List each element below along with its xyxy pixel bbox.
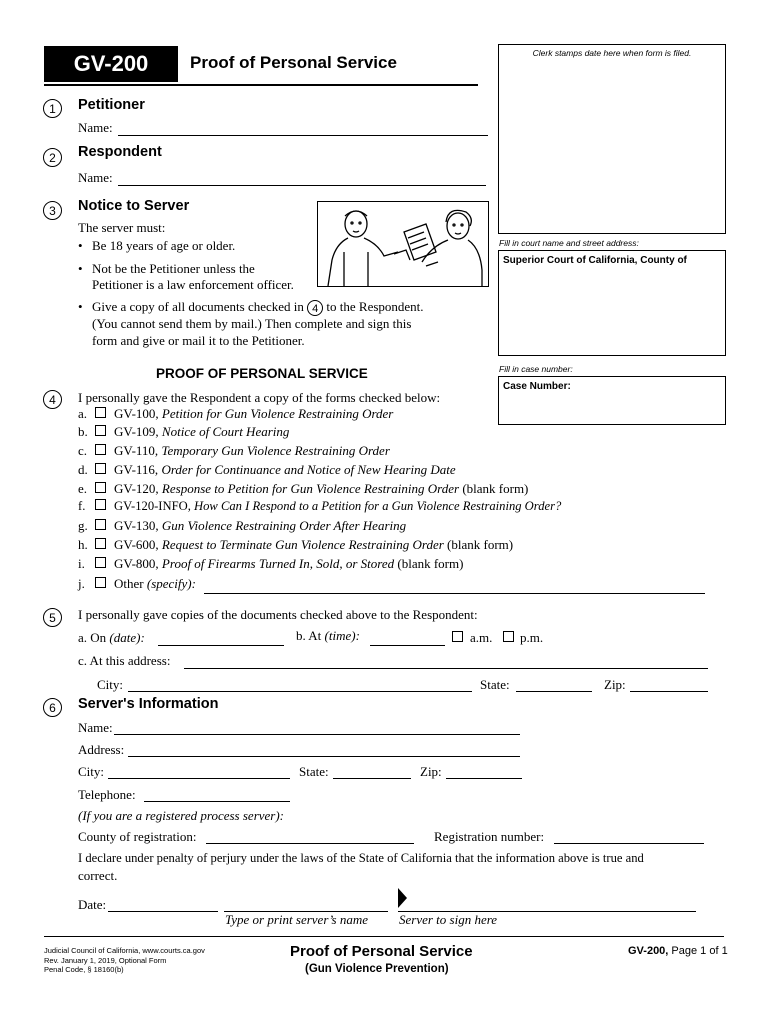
pm-label: p.m. [520,630,544,645]
server-requirement-give-copy-l3: form and give or mail it to the Petitioner. [92,333,305,348]
checklist-row-e [78,481,528,497]
server-state-label: State: [299,764,329,779]
service-zip-field[interactable] [630,691,708,692]
form-checkbox[interactable] [95,519,106,530]
server-zip-field[interactable] [446,778,522,779]
respondent-name-field[interactable] [118,185,486,186]
form-title: Notice of Court Hearing [161,424,290,439]
server-requirement-not-petitioner-l1: Not be the Petitioner unless the [92,261,255,276]
item-letter: a. [78,406,88,421]
item-letter: b. [78,424,88,439]
service-time-label [296,628,360,644]
county-registration-label: County of registration: [78,829,197,844]
item-letter: d. [78,462,88,477]
clerk-stamp-note: Clerk stamps date here when form is filed. [532,48,692,58]
server-name-field[interactable] [114,734,520,735]
court-name-box[interactable] [498,250,726,356]
server-illustration [317,201,489,287]
form-checkbox[interactable] [95,444,106,455]
declaration-date-field[interactable] [108,911,218,912]
server-name-label: Name: [78,720,113,735]
service-city-field[interactable] [128,691,472,692]
service-time-field[interactable] [370,645,445,646]
form-checkbox[interactable] [95,482,106,493]
server-requirement-age: Be 18 years of age or older. [92,238,236,253]
footer-line-2: Rev. January 1, 2019, Optional Form [44,955,167,965]
court-name-label: Superior Court of California, County of [503,255,687,266]
at-label: b. At [296,628,322,643]
form-title: Proof of Personal Service [190,53,397,72]
footer-page-info [628,945,728,957]
section-4-reference: 4 [307,300,323,316]
date-label: (date): [109,630,145,645]
service-zip-label: Zip: [604,677,626,692]
form-code: GV-120-INFO, [114,499,191,513]
form-title: Request to Terminate Gun Violence Restraining Order [161,537,444,552]
form-code: GV-800, [114,556,159,571]
clerk-stamp-box [498,44,726,234]
form-checkbox[interactable] [95,407,106,418]
checklist-row-g [78,518,406,534]
footer-rule [44,936,724,937]
county-registration-field[interactable] [206,843,414,844]
server-zip-label: Zip: [420,764,442,779]
item-letter: c. [78,443,88,458]
form-title: Petition for Gun Violence Restraining Order [161,406,394,421]
server-state-field[interactable] [333,778,411,779]
form-code: GV-100, [114,406,159,421]
proof-of-service-heading: PROOF OF PERSONAL SERVICE [156,366,368,381]
form-checkbox[interactable] [95,538,106,549]
registration-number-label: Registration number: [434,829,545,844]
server-requirement-not-petitioner-l2: Petitioner is a law enforcement officer. [92,277,294,292]
footer-line-3: Penal Code, § 18160(b) [44,965,124,974]
declaration-date-label: Date: [78,897,107,912]
two-people-handing-papers-icon [318,202,488,286]
item-letter: g. [78,518,88,533]
service-address-field[interactable] [184,668,708,669]
section-5-number: 5 [43,608,62,627]
form-code: GV-600, [114,537,159,552]
service-city-label: City: [97,677,124,692]
case-number-box[interactable] [498,376,726,425]
form-checkbox[interactable] [95,463,106,474]
time-label: (time): [324,628,360,643]
form-code: GV-130, [114,518,159,533]
section-2-number: 2 [43,148,62,167]
footer-publisher [44,946,205,975]
other-specify: (specify): [146,576,196,591]
server-requirement-give-copy-l1 [92,299,424,316]
respondent-title: Respondent [78,144,162,160]
perjury-declaration: I declare under penalty of perjury under the laws of the State of California that the information above is true and [78,851,644,865]
service-date-label [78,630,145,646]
case-number-label: Case Number: [503,381,571,392]
footer-subtitle: (Gun Violence Prevention) [305,963,449,975]
title-rule [44,84,478,86]
section-3-number: 3 [43,201,62,220]
form-suffix: (blank form) [447,537,514,552]
give-copy-text-b: to the Respondent. [326,299,424,314]
notice-to-server-title: Notice to Server [78,198,190,214]
server-address-field[interactable] [128,756,520,757]
petitioner-name-label: Name: [78,120,113,135]
form-title: Order for Continuance and Notice of New Hearing Date [161,462,456,477]
form-checkbox[interactable] [95,425,106,436]
service-date-field[interactable] [158,645,284,646]
am-label: a.m. [470,630,493,645]
server-city-field[interactable] [108,778,290,779]
checklist-row-d [78,462,456,478]
checklist-row-a [78,406,393,422]
item-letter: f. [78,499,86,513]
form-title: How Can I Respond to a Petition for a Gun Violence Restraining Order? [194,499,562,513]
item-letter: i. [78,556,85,571]
perjury-declaration-line2: correct. [78,868,118,883]
form-code: GV-116, [114,462,159,477]
petitioner-title: Petitioner [78,97,145,113]
checklist-row-f [78,499,561,514]
form-code: GV-109, [114,424,159,439]
form-code: GV-120, [114,481,159,496]
checklist-row-c [78,443,390,459]
pm-checkbox[interactable] [503,631,514,642]
other-label: Other [114,576,144,591]
item-letter: e. [78,481,88,496]
give-copy-text-a: Give a copy of all documents checked in [92,299,304,314]
am-checkbox[interactable] [452,631,463,642]
respondent-name-label: Name: [78,170,113,185]
other-specify-field[interactable] [204,593,705,594]
item-letter: h. [78,537,88,552]
other-checkbox[interactable] [95,577,106,588]
footer-form-number: GV-200, [628,945,669,957]
registration-number-field[interactable] [554,843,704,844]
form-checkbox[interactable] [95,557,106,568]
section-1-number: 1 [43,99,62,118]
petitioner-name-field[interactable] [118,135,488,136]
server-telephone-label: Telephone: [78,787,136,802]
form-suffix: (blank form) [462,481,529,496]
form-title: Proof of Firearms Turned In, Sold, or Stored [161,556,395,571]
section-4-number: 4 [43,390,62,409]
process-server-note: (If you are a registered process server): [78,808,285,823]
bullet-dot: • [78,261,83,276]
footer-line-1: Judicial Council of California, www.courts.ca.gov [44,946,205,955]
on-label: a. On [78,630,107,645]
form-number-badge: GV-200 [44,46,178,82]
servers-information-title: Server's Information [78,696,219,712]
form-code: GV-110, [114,443,159,458]
checklist-row-i [78,556,463,572]
type-name-caption: Type or print server’s name [225,912,368,927]
sign-here-arrow-icon [398,888,407,908]
case-fill-note: Fill in case number: [499,364,573,374]
form-title: Response to Petition for Gun Violence Restraining Order [161,481,460,496]
form-title: Gun Violence Restraining Order After Hearing [161,518,407,533]
form-checkbox[interactable] [95,499,106,510]
service-details-intro: I personally gave copies of the documents checked above to the Respondent: [78,607,478,622]
server-telephone-field[interactable] [144,801,290,802]
item-letter: j. [78,576,85,591]
service-state-field[interactable] [516,691,592,692]
form-suffix: (blank form) [397,556,464,571]
checklist-row-b [78,424,289,440]
bullet-dot: • [78,238,83,253]
service-address-label: c. At this address: [78,653,171,668]
forms-served-intro: I personally gave the Respondent a copy of the forms checked below: [78,390,441,405]
service-state-label: State: [480,677,510,692]
checklist-row-j [78,576,196,592]
form-title: Temporary Gun Violence Restraining Order [161,443,390,458]
court-fill-note: Fill in court name and street address: [499,238,639,248]
server-city-label: City: [78,764,105,779]
footer-page-number: Page 1 of 1 [671,945,728,957]
checklist-row-h [78,537,513,553]
section-6-number: 6 [43,698,62,717]
footer-title: Proof of Personal Service [290,943,473,960]
bullet-dot: • [78,299,83,314]
server-address-label: Address: [78,742,125,757]
server-must-intro: The server must: [78,220,166,235]
server-requirement-give-copy-l2: (You cannot send them by mail.) Then complete and sign this [92,316,412,331]
sign-caption: Server to sign here [399,912,498,927]
